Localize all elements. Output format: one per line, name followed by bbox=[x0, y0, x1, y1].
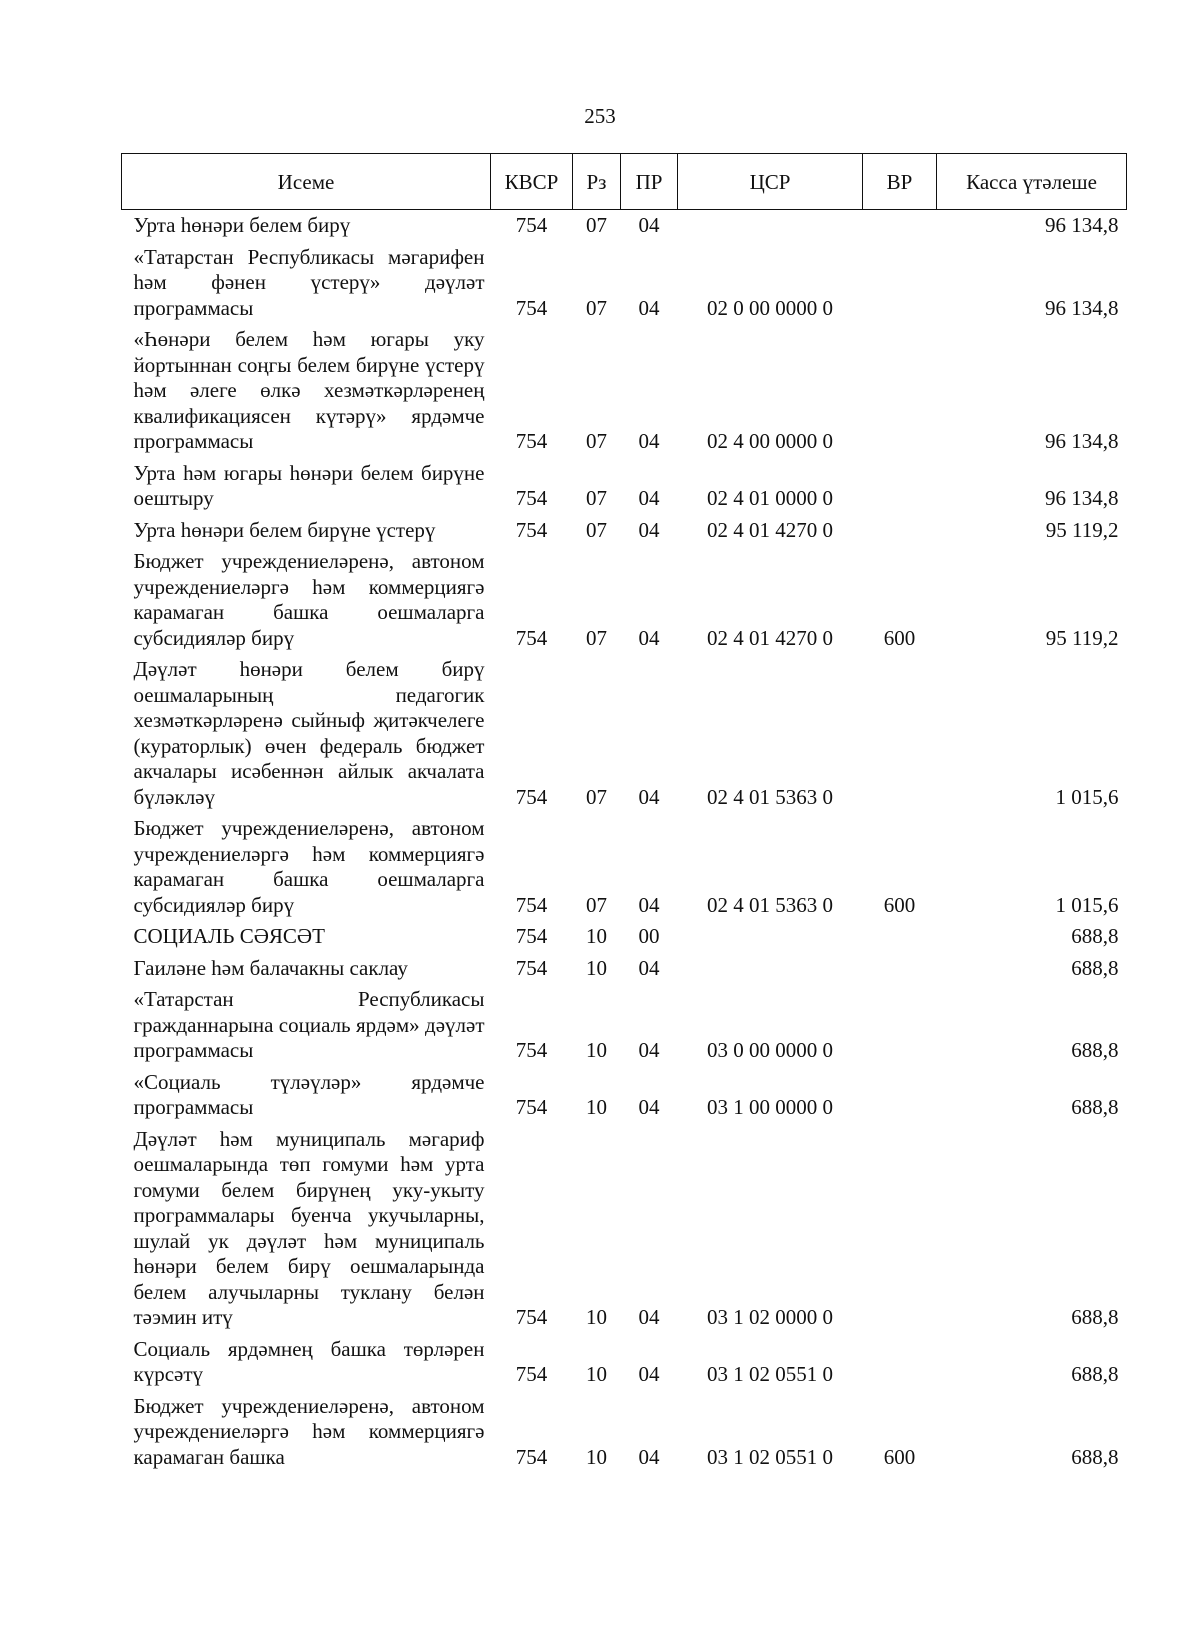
row-name: Дәүләт һөнәри белем бирү оешмаларының педагогик хезмәткәрләренә сыйныф җитәкчелеге (кураторлык) өчен федераль бюджет акчалары исәбеннән айлык акчалата бүләкләү bbox=[133, 657, 485, 809]
row-vr bbox=[863, 324, 937, 458]
row-kvsr: 754 bbox=[515, 1095, 548, 1119]
row-sum: 688,8 bbox=[1071, 955, 1119, 980]
row-name: «Һөнәри белем һәм югары уку йортыннан соңгы белем бирүне үстерү һәм әлеге өлкә хезмәткәрләренең квалификациясен күтәрү» ярдәмче программасы bbox=[133, 327, 485, 453]
row-name: Социаль ярдәмнең башка төрләрен күрсәтү bbox=[133, 1336, 485, 1386]
header-pr: ПР bbox=[621, 154, 678, 210]
row-csr: 03 1 02 0551 0 bbox=[707, 1362, 833, 1386]
row-kvsr: 754 bbox=[515, 295, 548, 320]
table-row bbox=[122, 921, 1127, 953]
row-rz: 07 bbox=[586, 295, 607, 320]
row-pr: 04 bbox=[638, 429, 660, 453]
row-sum: 96 134,8 bbox=[1045, 429, 1119, 453]
row-pr: 04 bbox=[638, 517, 660, 542]
table-row bbox=[122, 324, 1127, 458]
row-vr bbox=[863, 242, 937, 325]
row-name: Урта һөнәри белем бирү bbox=[133, 213, 351, 237]
table-row bbox=[122, 1124, 1127, 1334]
table-row bbox=[122, 654, 1127, 813]
row-kvsr: 754 bbox=[515, 213, 548, 237]
row-name: СОЦИАЛЬ СӘЯСӘТ bbox=[133, 924, 325, 948]
row-name: Бюджет учреждениеләренә, автоном учреждениеләргә һәм коммерциягә карамаган башка оешмаларга субсидияләр бирү bbox=[133, 816, 485, 917]
row-rz: 10 bbox=[586, 1362, 607, 1386]
row-csr: 02 4 01 0000 0 bbox=[707, 486, 833, 510]
header-sum: Касса үтәлеше bbox=[937, 154, 1127, 210]
row-vr bbox=[863, 515, 937, 547]
header-name: Исеме bbox=[122, 154, 491, 210]
row-rz: 07 bbox=[586, 784, 607, 809]
row-vr bbox=[863, 210, 937, 242]
row-kvsr: 754 bbox=[515, 625, 548, 650]
row-rz: 10 bbox=[586, 924, 607, 948]
row-pr: 04 bbox=[638, 1444, 660, 1469]
row-pr: 00 bbox=[638, 924, 660, 948]
row-rz: 10 bbox=[586, 1095, 607, 1119]
row-kvsr: 754 bbox=[515, 924, 548, 948]
row-csr: 03 0 00 0000 0 bbox=[707, 1038, 833, 1062]
row-pr: 04 bbox=[638, 784, 660, 809]
row-vr bbox=[863, 1124, 937, 1334]
row-vr: 600 bbox=[883, 1444, 916, 1469]
row-vr bbox=[863, 458, 937, 515]
row-rz: 10 bbox=[586, 1038, 607, 1062]
header-vr: ВР bbox=[863, 154, 937, 210]
row-pr: 04 bbox=[638, 1305, 660, 1329]
row-vr bbox=[863, 921, 937, 953]
table-row bbox=[122, 210, 1127, 242]
row-name: «Социаль түләүләр» ярдәмче программасы bbox=[133, 1069, 485, 1119]
row-csr: 02 4 01 5363 0 bbox=[707, 784, 833, 809]
header-rz: Рз bbox=[573, 154, 621, 210]
row-vr bbox=[863, 984, 937, 1067]
table-body bbox=[122, 210, 1127, 1474]
row-name: «Татарстан Республикасы гражданнарына социаль ярдәм» дәүләт программасы bbox=[133, 987, 485, 1062]
row-rz: 07 bbox=[586, 625, 607, 650]
row-sum: 688,8 bbox=[1071, 924, 1119, 948]
row-sum: 688,8 bbox=[1071, 1038, 1119, 1062]
row-csr: 03 1 00 0000 0 bbox=[707, 1095, 833, 1119]
row-sum: 1 015,6 bbox=[1055, 784, 1119, 809]
row-rz: 07 bbox=[586, 213, 607, 237]
row-pr: 04 bbox=[638, 1362, 660, 1386]
row-csr: 02 4 01 5363 0 bbox=[707, 892, 833, 917]
row-name: «Татарстан Республикасы мәгарифен һәм фәнен үстерү» дәүләт программасы bbox=[133, 244, 485, 320]
row-kvsr: 754 bbox=[515, 955, 548, 980]
row-name: Дәүләт һәм муниципаль мәгариф оешмаларында төп гомуми һәм урта гомуми белем бирүнең уку-укыту программалары буенча укучыларны, шулай ук дәүләт һәм муниципаль һөнәри белем бирү оешмаларында белем алучыларны туклану белән тәэмин итү bbox=[133, 1126, 485, 1329]
row-sum: 95 119,2 bbox=[1045, 625, 1119, 650]
row-name: Урта һөнәри белем бирүне үстерү bbox=[133, 517, 436, 542]
row-kvsr: 754 bbox=[515, 1444, 548, 1469]
table-row bbox=[122, 546, 1127, 654]
table-row bbox=[122, 242, 1127, 325]
page-number: 253 bbox=[584, 104, 616, 128]
row-csr bbox=[678, 953, 863, 985]
row-vr: 600 bbox=[883, 625, 916, 650]
row-sum: 688,8 bbox=[1071, 1362, 1119, 1386]
row-rz: 07 bbox=[586, 486, 607, 510]
row-sum: 688,8 bbox=[1071, 1444, 1119, 1469]
row-sum: 688,8 bbox=[1071, 1305, 1119, 1329]
row-pr: 04 bbox=[638, 1095, 660, 1119]
row-csr: 02 0 00 0000 0 bbox=[707, 295, 833, 320]
row-rz: 10 bbox=[586, 955, 607, 980]
table-row bbox=[122, 1391, 1127, 1474]
row-kvsr: 754 bbox=[515, 784, 548, 809]
row-vr bbox=[863, 1334, 937, 1391]
header-kvsr: КВСР bbox=[491, 154, 573, 210]
row-rz: 07 bbox=[586, 892, 607, 917]
row-name: Бюджет учреждениеләренә, автоном учреждениеләргә һәм коммерциягә карамаган башка оешмаларга субсидияләр бирү bbox=[133, 549, 485, 650]
row-csr: 02 4 00 0000 0 bbox=[707, 429, 833, 453]
row-sum: 96 134,8 bbox=[1045, 213, 1119, 237]
row-pr: 04 bbox=[638, 295, 660, 320]
row-rz: 10 bbox=[586, 1444, 607, 1469]
row-kvsr: 754 bbox=[515, 486, 548, 510]
row-csr bbox=[678, 921, 863, 953]
row-pr: 04 bbox=[638, 486, 660, 510]
row-csr: 03 1 02 0551 0 bbox=[707, 1444, 833, 1469]
table-row bbox=[122, 458, 1127, 515]
row-vr bbox=[863, 1067, 937, 1124]
row-rz: 07 bbox=[586, 429, 607, 453]
row-name: Гаиләне һәм балачакны саклау bbox=[133, 955, 408, 980]
table-row bbox=[122, 953, 1127, 985]
row-csr: 02 4 01 4270 0 bbox=[707, 517, 833, 542]
table-row bbox=[122, 1334, 1127, 1391]
row-csr: 03 1 02 0000 0 bbox=[707, 1305, 833, 1329]
row-sum: 95 119,2 bbox=[1045, 517, 1119, 542]
row-pr: 04 bbox=[638, 1038, 660, 1062]
budget-execution-table bbox=[121, 153, 1127, 1473]
table-header-row bbox=[122, 154, 1127, 210]
row-pr: 04 bbox=[638, 625, 660, 650]
row-kvsr: 754 bbox=[515, 429, 548, 453]
row-csr bbox=[678, 210, 863, 242]
row-sum: 96 134,8 bbox=[1045, 295, 1119, 320]
row-csr: 02 4 01 4270 0 bbox=[707, 625, 833, 650]
row-vr: 600 bbox=[883, 892, 916, 917]
header-csr: ЦСР bbox=[678, 154, 863, 210]
row-pr: 04 bbox=[638, 955, 660, 980]
row-pr: 04 bbox=[638, 892, 660, 917]
table-row bbox=[122, 515, 1127, 547]
row-name: Бюджет учреждениеләренә, автоном учреждениеләргә һәм коммерциягә карамаган башка bbox=[133, 1393, 485, 1469]
table-row bbox=[122, 984, 1127, 1067]
row-kvsr: 754 bbox=[515, 1362, 548, 1386]
row-kvsr: 754 bbox=[515, 892, 548, 917]
row-sum: 1 015,6 bbox=[1055, 892, 1119, 917]
row-vr bbox=[863, 953, 937, 985]
row-pr: 04 bbox=[638, 213, 660, 237]
row-sum: 688,8 bbox=[1071, 1095, 1119, 1119]
row-kvsr: 754 bbox=[515, 1305, 548, 1329]
row-vr bbox=[863, 654, 937, 813]
table-row bbox=[122, 813, 1127, 921]
row-kvsr: 754 bbox=[515, 517, 548, 542]
table-row bbox=[122, 1067, 1127, 1124]
row-rz: 10 bbox=[586, 1305, 607, 1329]
row-kvsr: 754 bbox=[515, 1038, 548, 1062]
row-name: Урта һәм югары һөнәри белем бирүне оештыру bbox=[133, 460, 485, 510]
row-sum: 96 134,8 bbox=[1045, 486, 1119, 510]
row-rz: 07 bbox=[586, 517, 607, 542]
